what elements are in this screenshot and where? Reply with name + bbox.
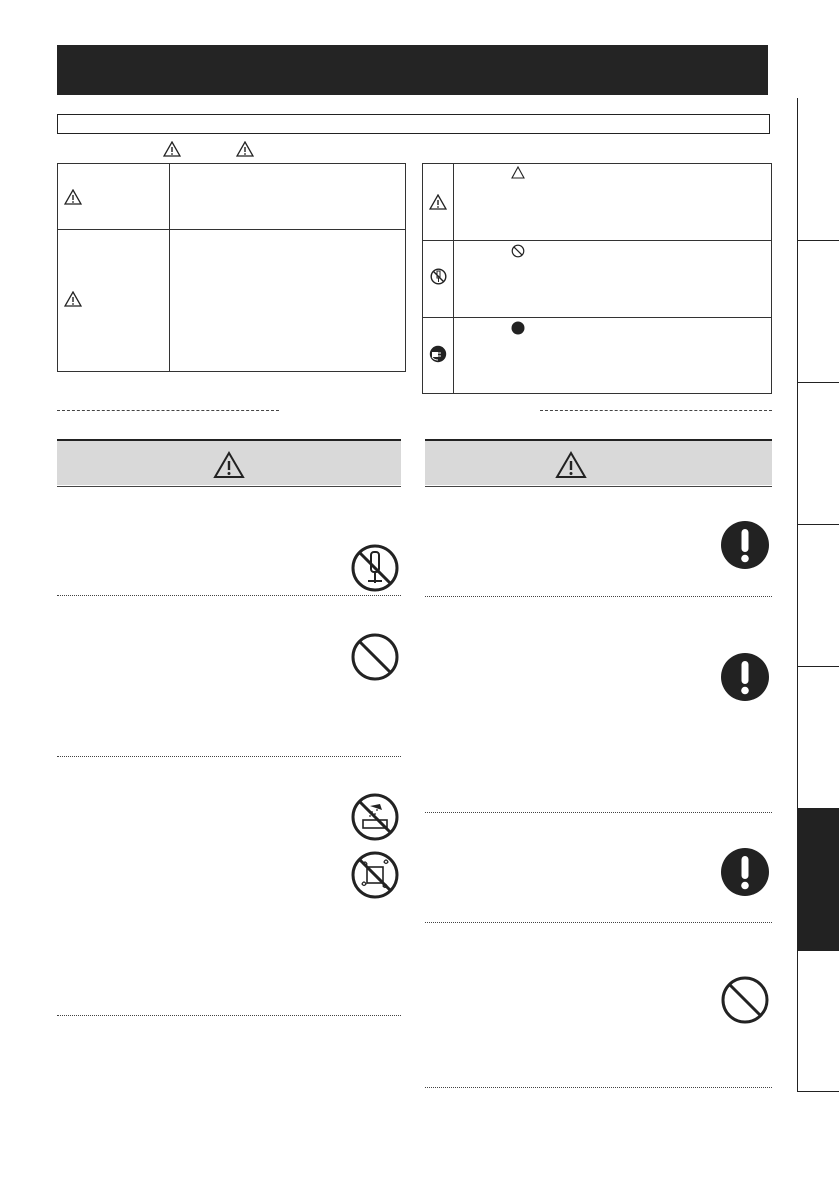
legend-warning-icon [163, 141, 181, 157]
side-tab-7[interactable] [797, 951, 839, 1092]
item-separator [57, 1015, 401, 1016]
caution-heading-icon [555, 451, 587, 479]
mandatory-action-icon [720, 847, 770, 897]
no-moisture-icon [350, 850, 400, 900]
symbol-meaning-table [422, 163, 772, 394]
table-divider [57, 229, 406, 230]
side-tab-3[interactable] [797, 383, 839, 525]
filled-circle-icon [511, 321, 525, 335]
item-separator [425, 812, 772, 813]
caution-triangle-icon [64, 291, 82, 307]
item-separator [425, 596, 772, 597]
warning-triangle-icon [64, 189, 82, 205]
table-divider [422, 317, 772, 318]
warning-heading-icon [213, 451, 245, 479]
dashed-separator [57, 410, 279, 411]
prohibition-icon [720, 975, 770, 1025]
no-water-splash-icon [350, 792, 400, 842]
signal-word-table [57, 163, 406, 372]
unplug-icon [429, 345, 447, 363]
item-separator [57, 595, 401, 596]
table-divider [422, 240, 772, 241]
prohibition-icon [350, 632, 400, 682]
item-separator [425, 1087, 772, 1088]
section-subheader [57, 114, 770, 134]
warning-heading-band [57, 439, 401, 485]
item-separator [57, 756, 401, 757]
dashed-separator [540, 410, 772, 411]
side-tab-4[interactable] [797, 525, 839, 667]
triangle-attention-icon [429, 194, 447, 210]
table-divider [169, 163, 170, 372]
page-header-bar [57, 45, 768, 95]
no-disassembly-icon [350, 543, 400, 593]
side-tab-6-active[interactable] [797, 809, 839, 951]
no-disassembly-icon [430, 268, 447, 285]
caution-heading-band [425, 439, 772, 485]
side-tab-1[interactable] [797, 98, 839, 241]
table-divider [453, 163, 454, 394]
small-prohibition-icon [511, 244, 525, 258]
side-tab-5[interactable] [797, 667, 839, 809]
mandatory-action-icon [720, 652, 770, 702]
side-tab-2[interactable] [797, 241, 839, 383]
mandatory-action-icon [720, 520, 770, 570]
small-triangle-icon [511, 166, 525, 179]
item-separator [425, 922, 772, 923]
legend-caution-icon [236, 141, 254, 157]
